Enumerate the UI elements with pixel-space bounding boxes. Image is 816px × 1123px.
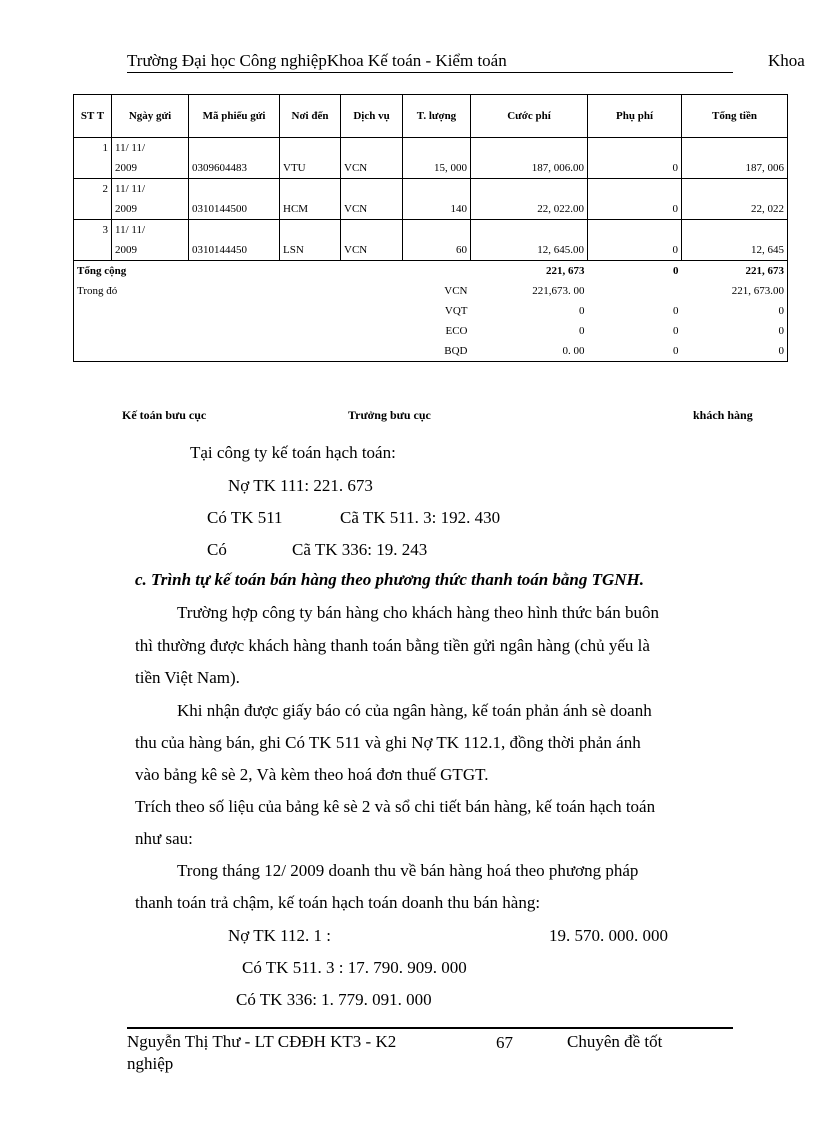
- breakdown-fee: 0: [579, 325, 585, 337]
- breakdown-extra: 0: [588, 341, 682, 362]
- breakdown-row: [74, 281, 788, 301]
- entry-credit: Cã TK 511. 3: 192. 430: [340, 508, 501, 527]
- cell-code: 0309604483: [189, 158, 280, 179]
- page-number: 67: [496, 1033, 513, 1052]
- postal-table: [73, 94, 788, 362]
- header-left: Trường Đại học Công nghiệpKhoa Kế toán - Kiểm toán: [127, 51, 507, 70]
- breakdown-fee: 221,673. 00: [532, 285, 585, 297]
- cell-dest: LSN: [280, 240, 341, 261]
- total-extra: 0: [673, 265, 679, 277]
- cell-date: 11/ 11/: [112, 138, 189, 159]
- breakdown-total: 0: [682, 301, 788, 321]
- entry-credit: Có TK 336: 1. 779. 091. 000: [236, 990, 432, 1009]
- breakdown-extra: 0: [673, 325, 679, 337]
- cell-svc: VCN: [341, 199, 403, 220]
- cell-date: 2009: [112, 240, 189, 261]
- breakdown-total: 221, 673.00: [682, 281, 788, 301]
- table-row: [74, 220, 788, 241]
- cell-date: 2009: [112, 158, 189, 179]
- entry-debit-amount: 19. 570. 000. 000: [549, 926, 668, 945]
- cell-date: 11/ 11/: [112, 220, 189, 241]
- footer-rule: [127, 1027, 733, 1029]
- breakdown-fee: 0. 00: [471, 341, 588, 362]
- breakdown-fee: 0: [579, 305, 585, 317]
- text-line: Tại công ty kế toán hạch toán:: [190, 443, 396, 462]
- paragraph-line: Trong tháng 12/ 2009 doanh thu về bán hàng hoá theo phương pháp: [177, 861, 639, 880]
- breakdown-svc: BQD: [403, 341, 471, 362]
- breakdown-svc: VCN: [444, 285, 468, 297]
- cell-code: 0310144450: [189, 240, 280, 261]
- breakdown-extra: 0: [673, 305, 679, 317]
- paragraph-line: thanh toán trả chậm, kế toán hạch toán doanh thu bán hàng:: [135, 893, 541, 912]
- cell-date: 2009: [112, 199, 189, 220]
- th-fee: Cước phí: [471, 95, 588, 138]
- header-rule: [127, 72, 733, 73]
- cell-total: 187, 006: [682, 158, 788, 179]
- cell-stt: 1: [74, 138, 112, 159]
- breakdown-total: 0: [682, 321, 788, 341]
- cell-date: 11/ 11/: [112, 179, 189, 200]
- paragraph-line: vào bảng kê sè 2, Và kèm theo hoá đơn thuế GTGT.: [135, 765, 489, 784]
- breakdown-row: [74, 301, 788, 321]
- paragraph-line: tiền Việt Nam).: [135, 668, 240, 687]
- table-row: [74, 138, 788, 159]
- signature-accountant: Kế toán bưu cục: [122, 408, 207, 422]
- cell-weight: 60: [403, 240, 471, 261]
- entry-credit: Cã TK 336: 19. 243: [292, 540, 428, 559]
- cell-stt: 2: [74, 179, 112, 200]
- total-label: Tổng cộng: [74, 261, 189, 282]
- cell-total: 22, 022: [682, 199, 788, 220]
- cell-svc: VCN: [341, 240, 403, 261]
- entry-debit: Nợ TK 111: 221. 673: [228, 476, 373, 495]
- signature-customer: khách hàng: [693, 408, 753, 422]
- signature-head: Trưởng bưu cục: [348, 408, 431, 422]
- table-row: [74, 158, 788, 179]
- paragraph-line: thu của hàng bán, ghi Có TK 511 và ghi Nợ TK 112.1, đồng thời phản ánh: [135, 733, 641, 752]
- breakdown-extra: [588, 281, 682, 301]
- paragraph-line: thì thường được khách hàng thanh toán bằng tiền gửi ngân hàng (chủ yếu là: [135, 636, 650, 655]
- cell-dest: HCM: [280, 199, 341, 220]
- header-right: Khoa: [768, 51, 805, 70]
- cell-dest: VTU: [280, 158, 341, 179]
- breakdown-total: 0: [682, 341, 788, 362]
- th-svc: Dịch vụ: [341, 95, 403, 138]
- th-code: Mã phiếu gửi: [189, 95, 280, 138]
- paragraph-line: Khi nhận được giấy báo có của ngân hàng, kế toán phản ánh sè doanh: [177, 701, 652, 720]
- entry-debit: Nợ TK 112. 1 :: [228, 926, 331, 945]
- total-total: 221, 673: [682, 261, 788, 282]
- cell-total: 12, 645: [682, 240, 788, 261]
- footer-author-cont: nghiệp: [127, 1054, 174, 1073]
- th-stt: ST T: [74, 95, 112, 138]
- breakdown-label: Trong đó: [74, 281, 189, 301]
- section-heading: c. Trình tự kế toán bán hàng theo phương thức thanh toán bằng TGNH.: [135, 570, 645, 589]
- th-date: Ngày gửi: [112, 95, 189, 138]
- footer-right: Chuyên đề tốt: [567, 1032, 663, 1051]
- entry-credit-label: Có TK 511: [207, 508, 283, 527]
- cell-code: 0310144500: [189, 199, 280, 220]
- breakdown-row: [74, 341, 788, 362]
- cell-extra: 0: [588, 158, 682, 179]
- cell-fee: 22, 022.00: [471, 199, 588, 220]
- paragraph-line: như sau:: [135, 829, 193, 848]
- total-row: [74, 261, 788, 282]
- entry-credit: Có TK 511. 3 : 17. 790. 909. 000: [242, 958, 467, 977]
- paragraph-line: Trích theo số liệu của bảng kê sè 2 và sổ chi tiết bán hàng, kế toán hạch toán: [135, 797, 656, 816]
- th-extra: Phụ phí: [588, 95, 682, 138]
- entry-credit-label: Có: [207, 540, 227, 559]
- cell-stt: 3: [74, 220, 112, 241]
- cell-extra: 0: [588, 240, 682, 261]
- th-total: Tổng tiền: [682, 95, 788, 138]
- total-fee: 221, 673: [546, 265, 585, 277]
- table-row: [74, 199, 788, 220]
- cell-fee: 12, 645.00: [471, 240, 588, 261]
- table-row: [74, 240, 788, 261]
- breakdown-row: [74, 321, 788, 341]
- paragraph-line: Trường hợp công ty bán hàng cho khách hàng theo hình thức bán buôn: [177, 603, 659, 622]
- cell-fee: 187, 006.00: [471, 158, 588, 179]
- cell-weight: 140: [403, 199, 471, 220]
- breakdown-svc: ECO: [445, 325, 468, 337]
- table-row: [74, 179, 788, 200]
- cell-weight: 15, 000: [403, 158, 471, 179]
- cell-extra: 0: [588, 199, 682, 220]
- cell-svc: VCN: [341, 158, 403, 179]
- breakdown-svc: VQT: [444, 305, 468, 317]
- footer-author: Nguyễn Thị Thư - LT CĐĐH KT3 - K2: [127, 1032, 397, 1051]
- table-header: [74, 95, 788, 138]
- th-weight: T. lượng: [403, 95, 471, 138]
- th-dest: Nơi đến: [280, 95, 341, 138]
